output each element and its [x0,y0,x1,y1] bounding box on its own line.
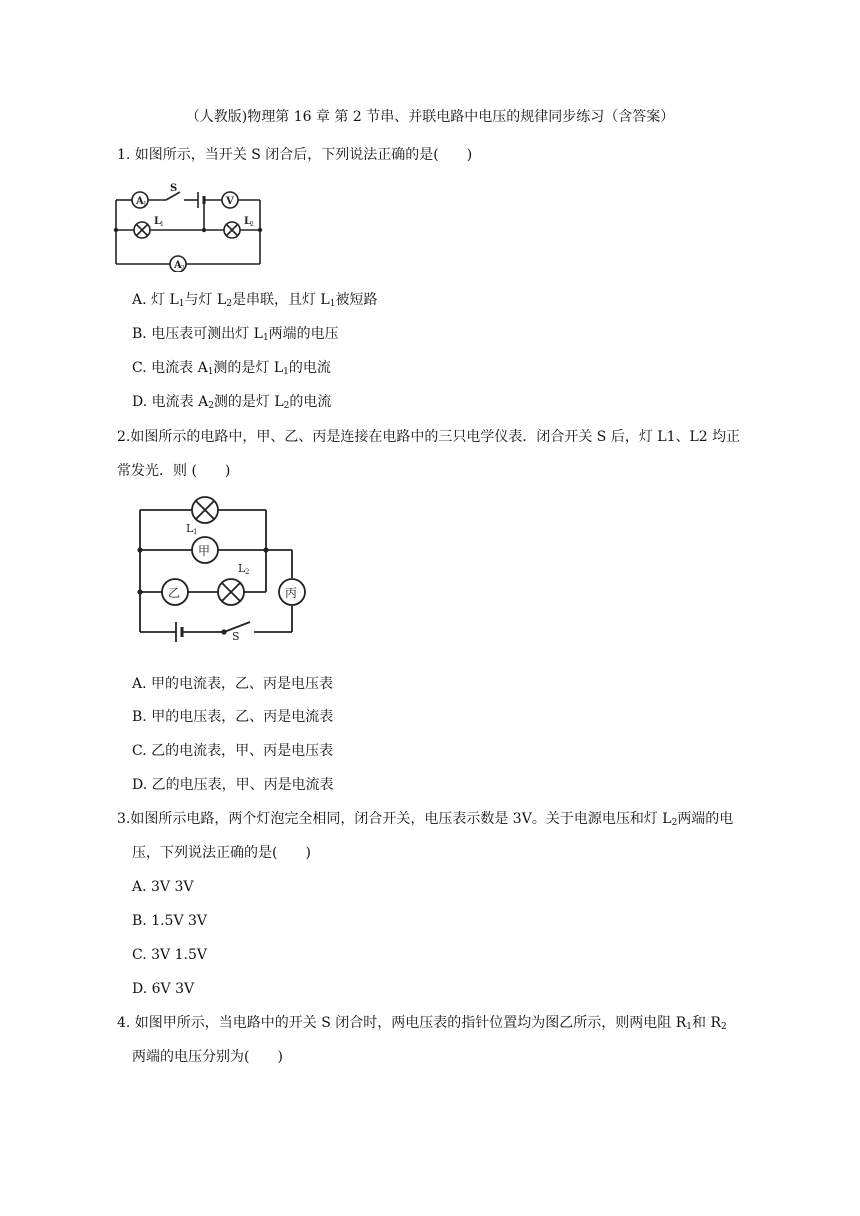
question-3-stem-line-2: 压，下列说法正确的是( ) [132,845,311,861]
question-4-stem-line-2: 两端的电压分别为( ) [132,1049,283,1065]
lamp-l1-label: L [154,216,162,227]
ammeter-a2-label: A [174,260,182,271]
question-1-option-d: D. 电流表 $A_2$测的是灯 $L_2$的电流 [132,394,332,411]
meter-jia-label: 甲 [198,544,211,558]
question-3-stem-line-1: 3.如图所示电路，两个灯泡完全相同，闭合开关，电压表示数是 3V。关于电源电压和灯 $L_2$两端的电 [117,811,734,828]
ammeter-a2-sub: 2 [181,265,185,272]
meter-bing-label: 丙 [285,586,298,600]
question-3-option-b: B. 1.5V 3V [132,913,208,929]
question-2-circuit-figure [128,490,312,642]
question-2-option-b: B. 甲的电压表，乙、丙是电流表 [132,709,334,725]
question-4-stem-line-1: 4. 如图甲所示，当电路中的开关 S 闭合时，两电压表的指针位置均为图乙所示，则两电阻 $R_1$和 $R_2$ [117,1015,727,1032]
lamp-l1-sub: 1 [193,528,198,536]
question-2-option-a: A. 甲的电流表，乙、丙是电压表 [132,676,334,692]
question-2-option-d: D. 乙的电压表，甲、丙是电流表 [132,777,334,793]
question-1-option-b: B. 电压表可测出灯 $L_1$两端的电压 [132,326,339,343]
question-3-option-a: A. 3V 3V [132,879,194,895]
lamp-l2-label: L [244,216,252,227]
lamp-l2-sub: 2 [245,568,250,576]
lamp-l2-label: L [238,562,246,575]
voltmeter-label: V [226,196,234,207]
question-2-stem-line-1: 2.如图所示的电路中，甲、乙、丙是连接在电路中的三只电学仪表．闭合开关 S 后，灯 L1、L2 均正 [117,429,741,445]
ammeter-a1-label: A [136,196,144,207]
question-1-option-a: A. 灯 $L_1$与灯 $L_2$是串联，且灯 $L_1$被短路 [132,292,378,309]
switch-s-label: S [170,183,178,194]
question-3-option-d: D. 6V 3V [132,981,195,997]
question-1-stem: 1. 如图所示，当开关 S 闭合后，下列说法正确的是( ) [117,147,473,163]
question-1-circuit-figure [110,180,270,272]
question-2-option-c: C. 乙的电流表，甲、丙是电压表 [132,743,334,759]
page-title: （人教版)物理第 16 章 第 2 节串、并联电路中电压的规律同步练习（含答案） [185,109,675,125]
question-2-stem-line-2: 常发光．则 ( ) [117,463,231,479]
lamp-l1-sub: 1 [160,221,164,228]
question-1-option-c: C. 电流表 $A_1$测的是灯 $L_1$的电流 [132,360,331,377]
question-3-option-c: C. 3V 1.5V [132,947,207,963]
switch-s-label: S [232,630,240,642]
meter-yi-label: 乙 [168,586,181,600]
lamp-l2-sub: 2 [250,221,254,228]
ammeter-a1-sub: 1 [143,201,147,208]
lamp-l1-label: L [186,522,194,535]
